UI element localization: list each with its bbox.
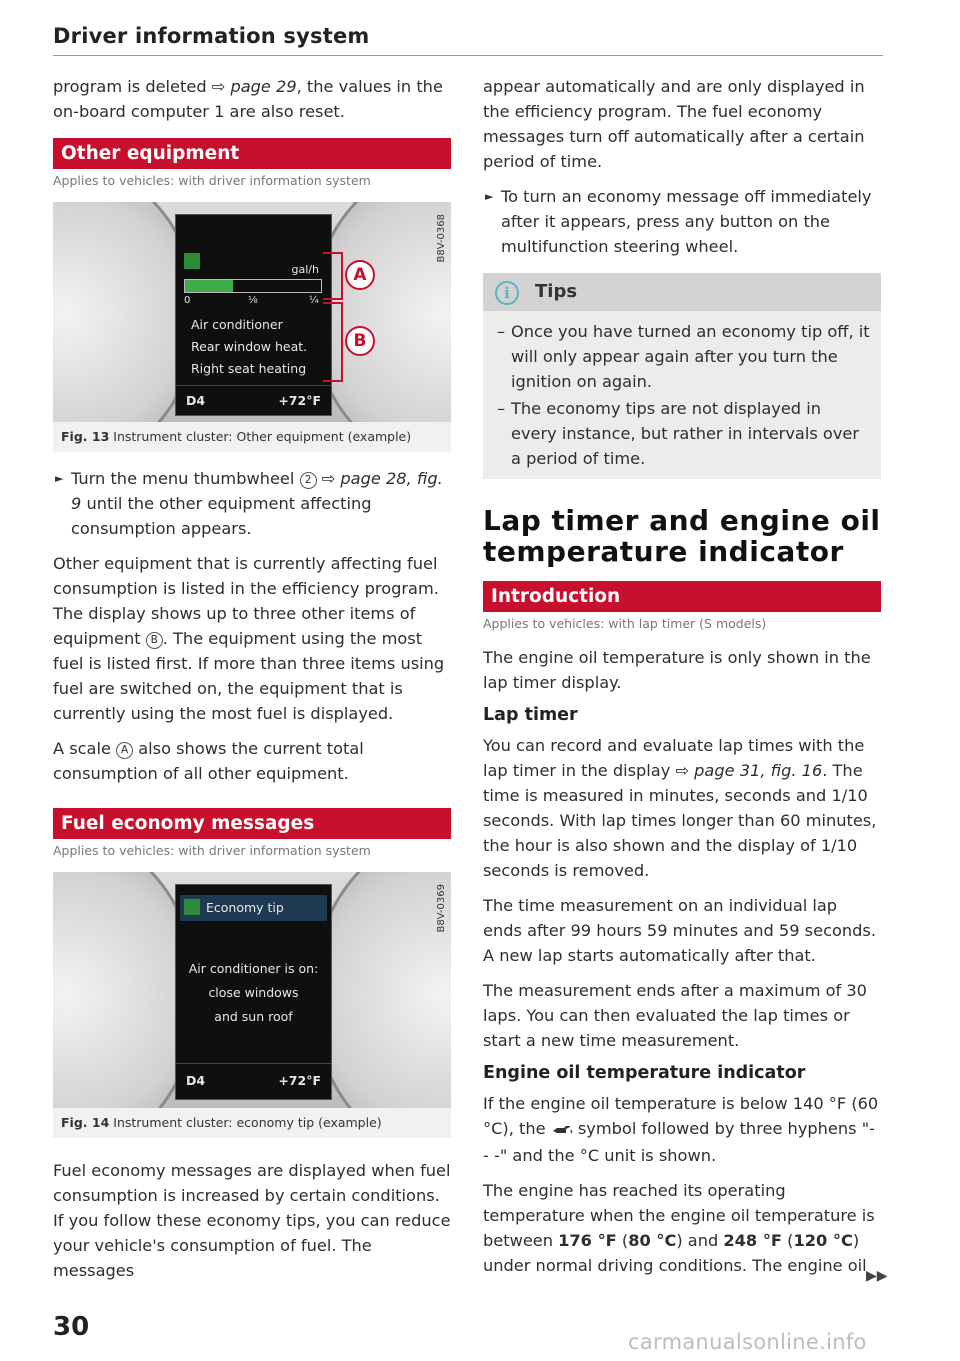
figure-13 [53, 202, 451, 452]
tip-line: close windows [208, 985, 299, 1000]
scale-label-0: 0 [184, 295, 191, 306]
callout-ref-b: B [146, 632, 163, 649]
efficiency-program-icon [184, 253, 200, 269]
cluster-display [175, 214, 332, 416]
callout-bracket-b [323, 302, 343, 382]
tip-line: Air conditioner is on: [188, 961, 319, 976]
tip-line: and sun roof [214, 1009, 293, 1024]
applies-note: Applies to vehicles: with driver information system [53, 173, 371, 188]
header-divider [53, 55, 883, 56]
paragraph: appear automatically and are only displayed in the efficiency program. The fuel economy messages turn off automatically after a certain period of time. [483, 77, 865, 171]
consumption-scale-fill [185, 280, 233, 292]
tips-list [483, 311, 881, 479]
equipment-item: Air conditioner [191, 317, 283, 332]
cluster-display [175, 884, 332, 1100]
economy-tip-title: Economy tip [206, 900, 284, 915]
outside-temperature: +72°F [278, 393, 321, 408]
bullet-triangle-icon: ► [485, 190, 494, 203]
figure-14 [53, 872, 451, 1138]
paragraph: The measurement ends after a maximum of 30 laps. You can then evaluated the lap times or start a new time measurement. [483, 981, 867, 1050]
tip-item: – Once you have turned an economy tip off, it will only appear again after you turn the ignition on again. [497, 319, 871, 394]
subheading-oil-temp: Engine oil temperature indicator [483, 1063, 806, 1083]
instruction-step: ► Turn the menu thumbwheel 2 ⇨ page 28, fig. 9 until the other equipment affecting consumption appears. [53, 466, 451, 541]
page-link[interactable]: ⇨ page 29 [211, 77, 297, 96]
consumption-scale [184, 279, 322, 293]
right-column [483, 74, 881, 1288]
paragraph: Other equipment that is currently affecting fuel consumption is listed in the efficiency program. The display shows up to three other items of equipment B . The equipment using the most fuel is listed first. If more than three items using fuel are switched on, the equipment that is currently using the most fuel is displayed. [53, 554, 445, 723]
oil-temperature-icon [551, 1118, 573, 1143]
instrument-cluster-image [53, 872, 451, 1108]
instrument-cluster-image [53, 202, 451, 422]
continue-arrow-icon: ▶▶ [866, 1268, 888, 1284]
paragraph: The engine has reached its operating temperature when the engine oil temperature is between 176 °F (80 °C) and 248 °F (120 °C) under normal driving conditions. The engine oil [483, 1181, 875, 1275]
paragraph: The time measurement on an individual lap ends after 99 hours 59 minutes and 59 seconds. A new lap starts automatically after that. [483, 896, 876, 965]
scale-label-mid: ⅛ [248, 295, 258, 306]
tips-box [483, 273, 881, 479]
applies-note: Applies to vehicles: with lap timer (S models) [483, 616, 767, 631]
paragraph: The engine oil temperature is only shown in the lap timer display. [483, 648, 871, 692]
callout-b: B [345, 326, 375, 356]
figure-code: B8V-0368 [436, 214, 447, 263]
callout-bracket-a [323, 252, 343, 300]
bullet-triangle-icon: ► [55, 472, 64, 485]
subheading-lap-timer: Lap timer [483, 705, 578, 725]
info-icon: i [495, 281, 519, 305]
left-column [53, 74, 451, 1293]
thumbwheel-number: 2 [300, 472, 317, 489]
page-number: 30 [53, 1312, 90, 1342]
unit-label: gal/h [291, 263, 319, 276]
gear-indicator: D4 [186, 393, 206, 408]
figure-caption: Fig. 13 Instrument cluster: Other equipment (example) [61, 429, 412, 444]
paragraph: You can record and evaluate lap times with the lap timer in the display ⇨ page 31, fig. 16. The time is measured in minutes, seconds and 1/10 seconds. With lap times longer than 60 minutes, the hour is also shown and the display of 1/10 seconds is removed. [483, 736, 877, 880]
applies-note: Applies to vehicles: with driver information system [53, 843, 371, 858]
tips-header [483, 273, 881, 311]
watermark: carmanualsonline.info [628, 1330, 867, 1354]
right-gauge [311, 872, 451, 1108]
outside-temperature: +72°F [278, 1073, 321, 1088]
equipment-item: Rear window heat. [191, 339, 308, 354]
equipment-item: Right seat heating [191, 361, 307, 376]
scale-label-end: ¼ [309, 295, 319, 306]
gear-indicator: D4 [186, 1073, 206, 1088]
callout-ref-a: A [116, 742, 133, 759]
section-title-fuel-economy: Fuel economy messages [53, 808, 451, 839]
figure-caption: Fig. 14 Instrument cluster: economy tip (example) [61, 1115, 382, 1130]
callout-a: A [345, 260, 375, 290]
intro-paragraph: program is deleted ⇨ page 29, the values in the on-board computer 1 are also reset. [53, 77, 443, 121]
section-title-other-equipment: Other equipment [53, 138, 451, 169]
chapter-heading: Lap timer and engine oil temperature indicator [483, 504, 881, 568]
display-divider [176, 385, 331, 386]
figure-code: B8V-0369 [436, 884, 447, 933]
instruction-step: ► To turn an economy message off immediately after it appears, press any button on the multifunction steering wheel. [483, 184, 881, 259]
efficiency-program-icon [184, 899, 200, 915]
display-divider [176, 1063, 331, 1064]
paragraph: A scale A also shows the current total consumption of all other equipment. [53, 739, 364, 783]
page-link[interactable]: ⇨ page 28, fig. 9 [71, 469, 443, 513]
tip-item: – The economy tips are not displayed in every instance, but rather in intervals over a period of time. [497, 396, 871, 471]
paragraph: Fuel economy messages are displayed when fuel consumption is increased by certain conditions. If you follow these economy tips, you can reduce your vehicle's consumption of fuel. The messages [53, 1161, 451, 1280]
tips-title: Tips [535, 281, 578, 302]
paragraph: If the engine oil temperature is below 140 °F (60 °C), the symbol followed by three hyphens "- - -" and the °C unit is shown. [483, 1094, 879, 1165]
page-link[interactable]: ⇨ page 31, fig. 16 [675, 761, 823, 780]
section-title-introduction: Introduction [483, 581, 881, 612]
running-header: Driver information system [53, 24, 370, 48]
